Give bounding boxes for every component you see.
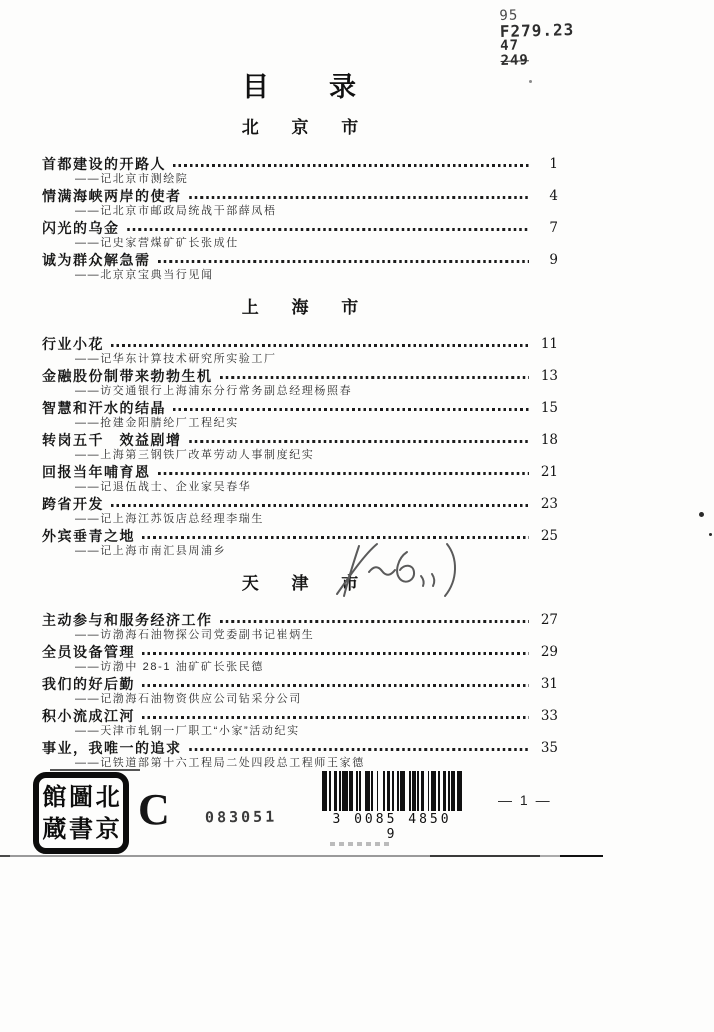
entry-title: 跨省开发: [42, 496, 104, 512]
entry-page-number: 13: [540, 368, 558, 384]
dot-leader: [142, 716, 529, 719]
library-collection-seal: [33, 772, 129, 854]
entry-page-number: 25: [540, 528, 558, 544]
entry-page-number: 1: [549, 156, 558, 172]
entry-subtitle: ——记退伍战士、企业家吴春华: [75, 481, 252, 493]
library-barcode: [322, 771, 462, 842]
entry-subtitle: ——访渤海石油物探公司党委副书记崔炳生: [75, 629, 315, 641]
dot-leader: [127, 228, 530, 231]
entry-page-number: 4: [549, 188, 558, 204]
entry-subtitle: ——抢建金阳腈纶厂工程纪实: [75, 417, 239, 429]
handwritten-scribble: [333, 538, 468, 604]
entry-subtitle: ——北京京宝典当行见闻: [75, 269, 214, 281]
dot-leader: [189, 196, 530, 199]
entry-title: 情满海峡两岸的使者: [42, 188, 182, 204]
underline-mark: [50, 769, 140, 771]
entry-title: 全员设备管理: [42, 644, 135, 660]
seal-character: 館: [42, 783, 67, 811]
barcode-number: 3 0085 4850 9: [332, 812, 452, 842]
entry-page-number: 18: [540, 432, 558, 448]
toc-entry: [42, 250, 558, 270]
entry-subtitle: ——天津市轧钢一厂职工“小家”活动纪实: [75, 725, 300, 737]
dot-leader: [142, 652, 529, 655]
seal-character: 書: [68, 815, 93, 843]
entry-subtitle: ——记史家营煤矿矿长张成仕: [75, 237, 239, 249]
entry-subtitle: ——记铁道部第十六工程局二处四段总工程师王家德: [75, 757, 365, 769]
call-number-line: 95: [499, 7, 519, 24]
dot-leader: [111, 344, 529, 347]
dot-leader: [220, 620, 530, 623]
call-number-annotation: [499, 7, 575, 69]
dot-leader: [158, 260, 530, 263]
toc-entry: [42, 334, 558, 354]
entry-title: 外宾垂青之地: [42, 528, 135, 544]
dot-leader: [173, 408, 529, 411]
entry-page-number: 15: [540, 400, 558, 416]
dot-leader: [173, 164, 529, 167]
section-heading: 天 津 市: [241, 574, 373, 593]
entry-page-number: 29: [540, 644, 558, 660]
page-title: 目 录: [242, 72, 358, 102]
entry-title: 诚为群众解急需: [42, 252, 151, 268]
toc-entry: [42, 526, 558, 546]
toc-entry: [42, 494, 558, 514]
entry-page-number: 23: [540, 496, 558, 512]
entry-page-number: 9: [549, 252, 558, 268]
entry-page-number: 21: [540, 464, 558, 480]
entry-subtitle: ——记渤海石油物资供应公司钻采分公司: [75, 693, 302, 705]
entry-subtitle: ——记上海江苏饭店总经理李瑞生: [75, 513, 264, 525]
entry-title: 积小流成江河: [42, 708, 135, 724]
seal-character: 蔵: [42, 815, 67, 843]
entry-title: 首都建设的开路人: [42, 156, 166, 172]
seal-character: 京: [95, 815, 120, 843]
entry-subtitle: ——记北京市测绘院: [75, 173, 189, 185]
entry-subtitle: ——访渤中 28-1 油矿矿长张民德: [75, 661, 264, 673]
entry-page-number: 27: [540, 612, 558, 628]
scan-speck: [709, 533, 712, 536]
toc-entry: [42, 462, 558, 482]
entry-subtitle: ——记上海市南汇县周浦乡: [75, 545, 227, 557]
toc-entry: [42, 706, 558, 726]
pencil-smudge: [330, 842, 390, 846]
toc-entry: [42, 610, 558, 630]
entry-subtitle: ——上海第三钢铁厂改革劳动人事制度纪实: [75, 449, 315, 461]
call-number-line: F279.23: [499, 20, 575, 41]
dot-leader: [189, 748, 530, 751]
entry-subtitle: ——访交通银行上海浦东分行常务副总经理杨照春: [75, 385, 353, 397]
entry-title: 智慧和汗水的结晶: [42, 400, 166, 416]
scan-edge-line: [0, 855, 603, 857]
entry-page-number: 11: [540, 336, 558, 352]
dot-leader: [220, 376, 530, 379]
dot-leader: [142, 684, 529, 687]
toc-entry: [42, 398, 558, 418]
barcode-bars: [322, 771, 462, 811]
entry-title: 回报当年哺育恩: [42, 464, 151, 480]
call-number-line: 47: [499, 37, 520, 54]
toc-entry: [42, 738, 558, 758]
toc-sections: [42, 117, 558, 770]
page-number-footer: — 1 —: [498, 792, 552, 808]
category-letter-stamp: C: [138, 785, 170, 834]
entry-title: 我们的好后勤: [42, 676, 135, 692]
entry-page-number: 31: [540, 676, 558, 692]
dot-leader: [189, 440, 530, 443]
entry-title: 转岗五千 效益剧增: [42, 432, 182, 448]
toc-entry: [42, 430, 558, 450]
table-of-contents: [42, 64, 558, 770]
entry-title: 行业小花: [42, 336, 104, 352]
toc-entry: [42, 366, 558, 386]
section-heading: 上 海 市: [241, 298, 373, 317]
seal-character: 北: [95, 783, 120, 811]
entry-subtitle: ——记北京市邮政局统战干部薛凤梧: [75, 205, 277, 217]
toc-entry: [42, 674, 558, 694]
entry-title: 事业，我唯一的追求: [42, 740, 182, 756]
toc-entry: [42, 642, 558, 662]
entry-page-number: 35: [540, 740, 558, 756]
toc-entry: [42, 218, 558, 238]
scan-speck: [529, 80, 532, 83]
toc-entry: [42, 186, 558, 206]
scan-speck: [699, 512, 704, 517]
entry-subtitle: ——记华东计算技术研究所实验工厂: [75, 353, 277, 365]
entry-title: 闪光的乌金: [42, 220, 120, 236]
section-heading: 北 京 市: [241, 118, 373, 137]
entry-title: 金融股份制带来勃勃生机: [42, 368, 213, 384]
seal-character: 圖: [68, 783, 93, 811]
dot-leader: [111, 504, 529, 507]
entry-page-number: 33: [540, 708, 558, 724]
call-number-line: 249: [500, 52, 530, 69]
accession-number-stamp: 083051: [204, 807, 278, 827]
toc-entry: [42, 154, 558, 174]
entry-title: 主动参与和服务经济工作: [42, 612, 213, 628]
dot-leader: [158, 472, 530, 475]
entry-page-number: 7: [549, 220, 558, 236]
